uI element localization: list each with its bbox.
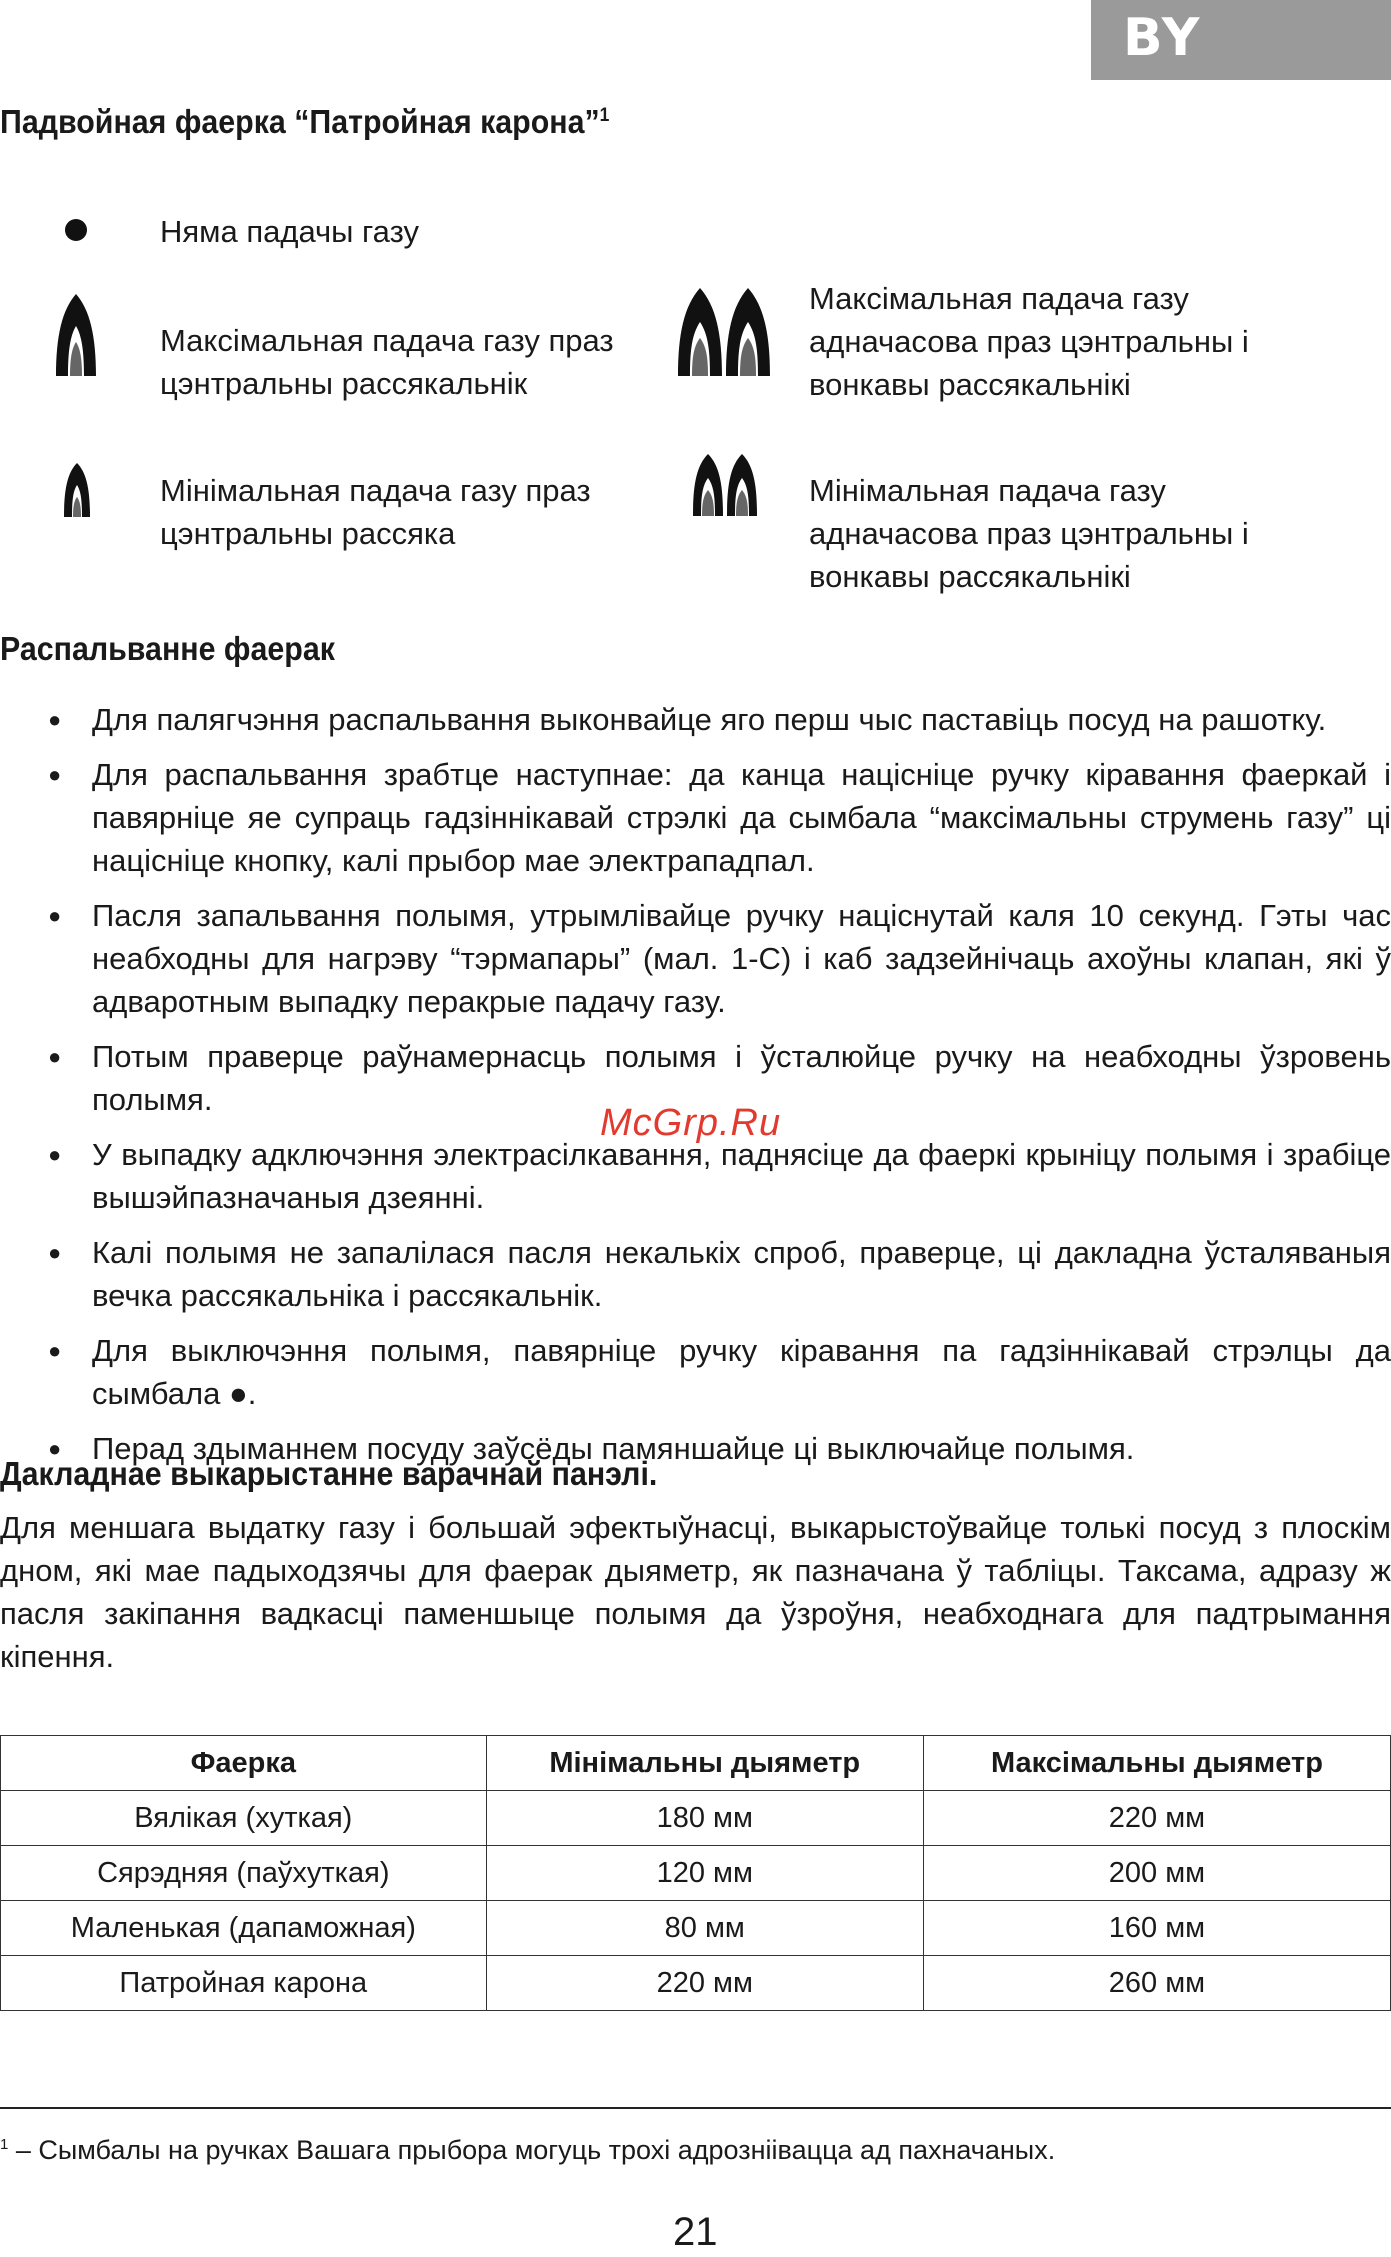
page-number: 21: [673, 2210, 718, 2254]
table-row: [1, 1846, 1391, 1901]
gas-off-dot-icon: [64, 218, 88, 242]
table-cell: Маленькая (дапаможная): [1, 1901, 487, 1956]
language-code: BY: [1123, 8, 1202, 68]
table-cell: 260 мм: [923, 1956, 1390, 2011]
list-item: ● Перад здыманнем посуду заўсёды памяншайце ці выключайце полымя.: [0, 1427, 1391, 1470]
legend-min-central: Мінімальная падача газу праз цэнтральны рассяка: [160, 473, 591, 551]
table-cell: 220 мм: [486, 1956, 923, 2011]
section-title-triple-crown: Падвойная фаерка “Патройная карона”$^1$: [0, 103, 610, 140]
footnote: $^1$ – Сымбалы на ручках Вашага прыбора могуць трохі адрозніівацца ад пахначаных.: [0, 2135, 1056, 2165]
list-item: ● Для выключэння полымя, павярніце ручку кіравання па гадзіннікавай стрэлцы да сымбала ●.: [0, 1329, 1391, 1415]
table-cell: Сярэдняя (паўхуткая): [1, 1846, 487, 1901]
table-cell: 220 мм: [923, 1791, 1390, 1846]
table-row: [1, 1956, 1391, 2011]
list-item: ● Для распальвання зрабтце наступнае: да канца націсніце ручку кіравання фаеркай і павярніце яе супраць гадзіннікавай стрэлкі да сымбала “максімальны струмень газу” ці націсніце кнопку, калі прыбор мае электрападпал.: [0, 753, 1391, 882]
list-item: ● У выпадку адключэння электрасілкавання, паднясіце да фаеркі крыніцу полымя і зрабіце вышэйпазначаныя дзеянні.: [0, 1133, 1391, 1219]
table-cell: 120 мм: [486, 1846, 923, 1901]
column-header: Максімальны дыяметр: [923, 1736, 1390, 1791]
burner-diameter-table: [0, 1735, 1391, 2011]
flame-small-both-icon: [691, 452, 759, 518]
watermark: McGrp.Ru: [600, 1102, 782, 1144]
flame-small-central-icon: [62, 461, 92, 519]
list-item: ● Пасля запальвання полымя, утрымлівайце ручку націснутай каля 10 секунд. Гэты час неабходны для нагрэву “тэрмапары” (мал. 1-С) і каб задзейнічаць ахоўны клапан, які ў адваротным выпадку перакрые падачу газу.: [0, 894, 1391, 1023]
correct-use-paragraph: Для меншага выдатку газу і большай эфектыўнасці, выкарыстоўвайце толькі посуд з плоскім дном, які мае падыходзячы для фаерак дыяметр, як пазначана ў табліцы. Таксама, адразу ж пасля закіпання вадкасці паменшыце полымя да ўзроўня, неабходнага для падтрымання кіпення.: [0, 1510, 1391, 1674]
legend-max-both: Максімальная падача газу адначасова праз цэнтральны і вонкавы рассякальнікі: [809, 281, 1249, 402]
section-title-ignition: Распальванне фаерак: [0, 630, 335, 667]
legend-gas-off: Няма падачы газу: [160, 214, 419, 249]
table-row: [1, 1901, 1391, 1956]
column-header: Фаерка: [1, 1736, 487, 1791]
table-cell: 80 мм: [486, 1901, 923, 1956]
section-title-correct-use: Дакладнае выкарыстанне варачнай панэлі.: [0, 1455, 658, 1492]
table-row: [1, 1791, 1391, 1846]
legend-min-both: Мінімальная падача газу адначасова праз цэнтральны і вонкавы рассякальнікі: [809, 473, 1249, 594]
list-item: ● Калі полымя не запалілася пасля некалькіх спроб, праверце, ці дакладна ўсталяваныя вечка рассякальніка і рассякальнік.: [0, 1231, 1391, 1317]
table-cell: Патройная карона: [1, 1956, 487, 2011]
language-tab: [1091, 0, 1391, 80]
ignition-instructions-list: [0, 698, 1391, 1482]
table-cell: Вялікая (хуткая): [1, 1791, 487, 1846]
table-cell: 160 мм: [923, 1901, 1390, 1956]
table-header-row: [1, 1736, 1391, 1791]
legend-max-central: Максімальная падача газу праз цэнтральны рассякальнік: [160, 323, 614, 401]
flame-large-central-icon: [54, 292, 98, 378]
table-cell: 200 мм: [923, 1846, 1390, 1901]
table-cell: 180 мм: [486, 1791, 923, 1846]
footnote-divider: [0, 2107, 1391, 2109]
column-header: Мінімальны дыяметр: [486, 1736, 923, 1791]
flame-large-both-icon: [676, 286, 772, 378]
list-item: ● Потым праверце раўнамернасць полымя і ўсталюйце ручку на неабходны ўзровень полымя.: [0, 1035, 1391, 1121]
list-item: ● Для палягчэння распальвання выконвайце яго перш чыс паставіць посуд на рашотку.: [0, 698, 1391, 741]
